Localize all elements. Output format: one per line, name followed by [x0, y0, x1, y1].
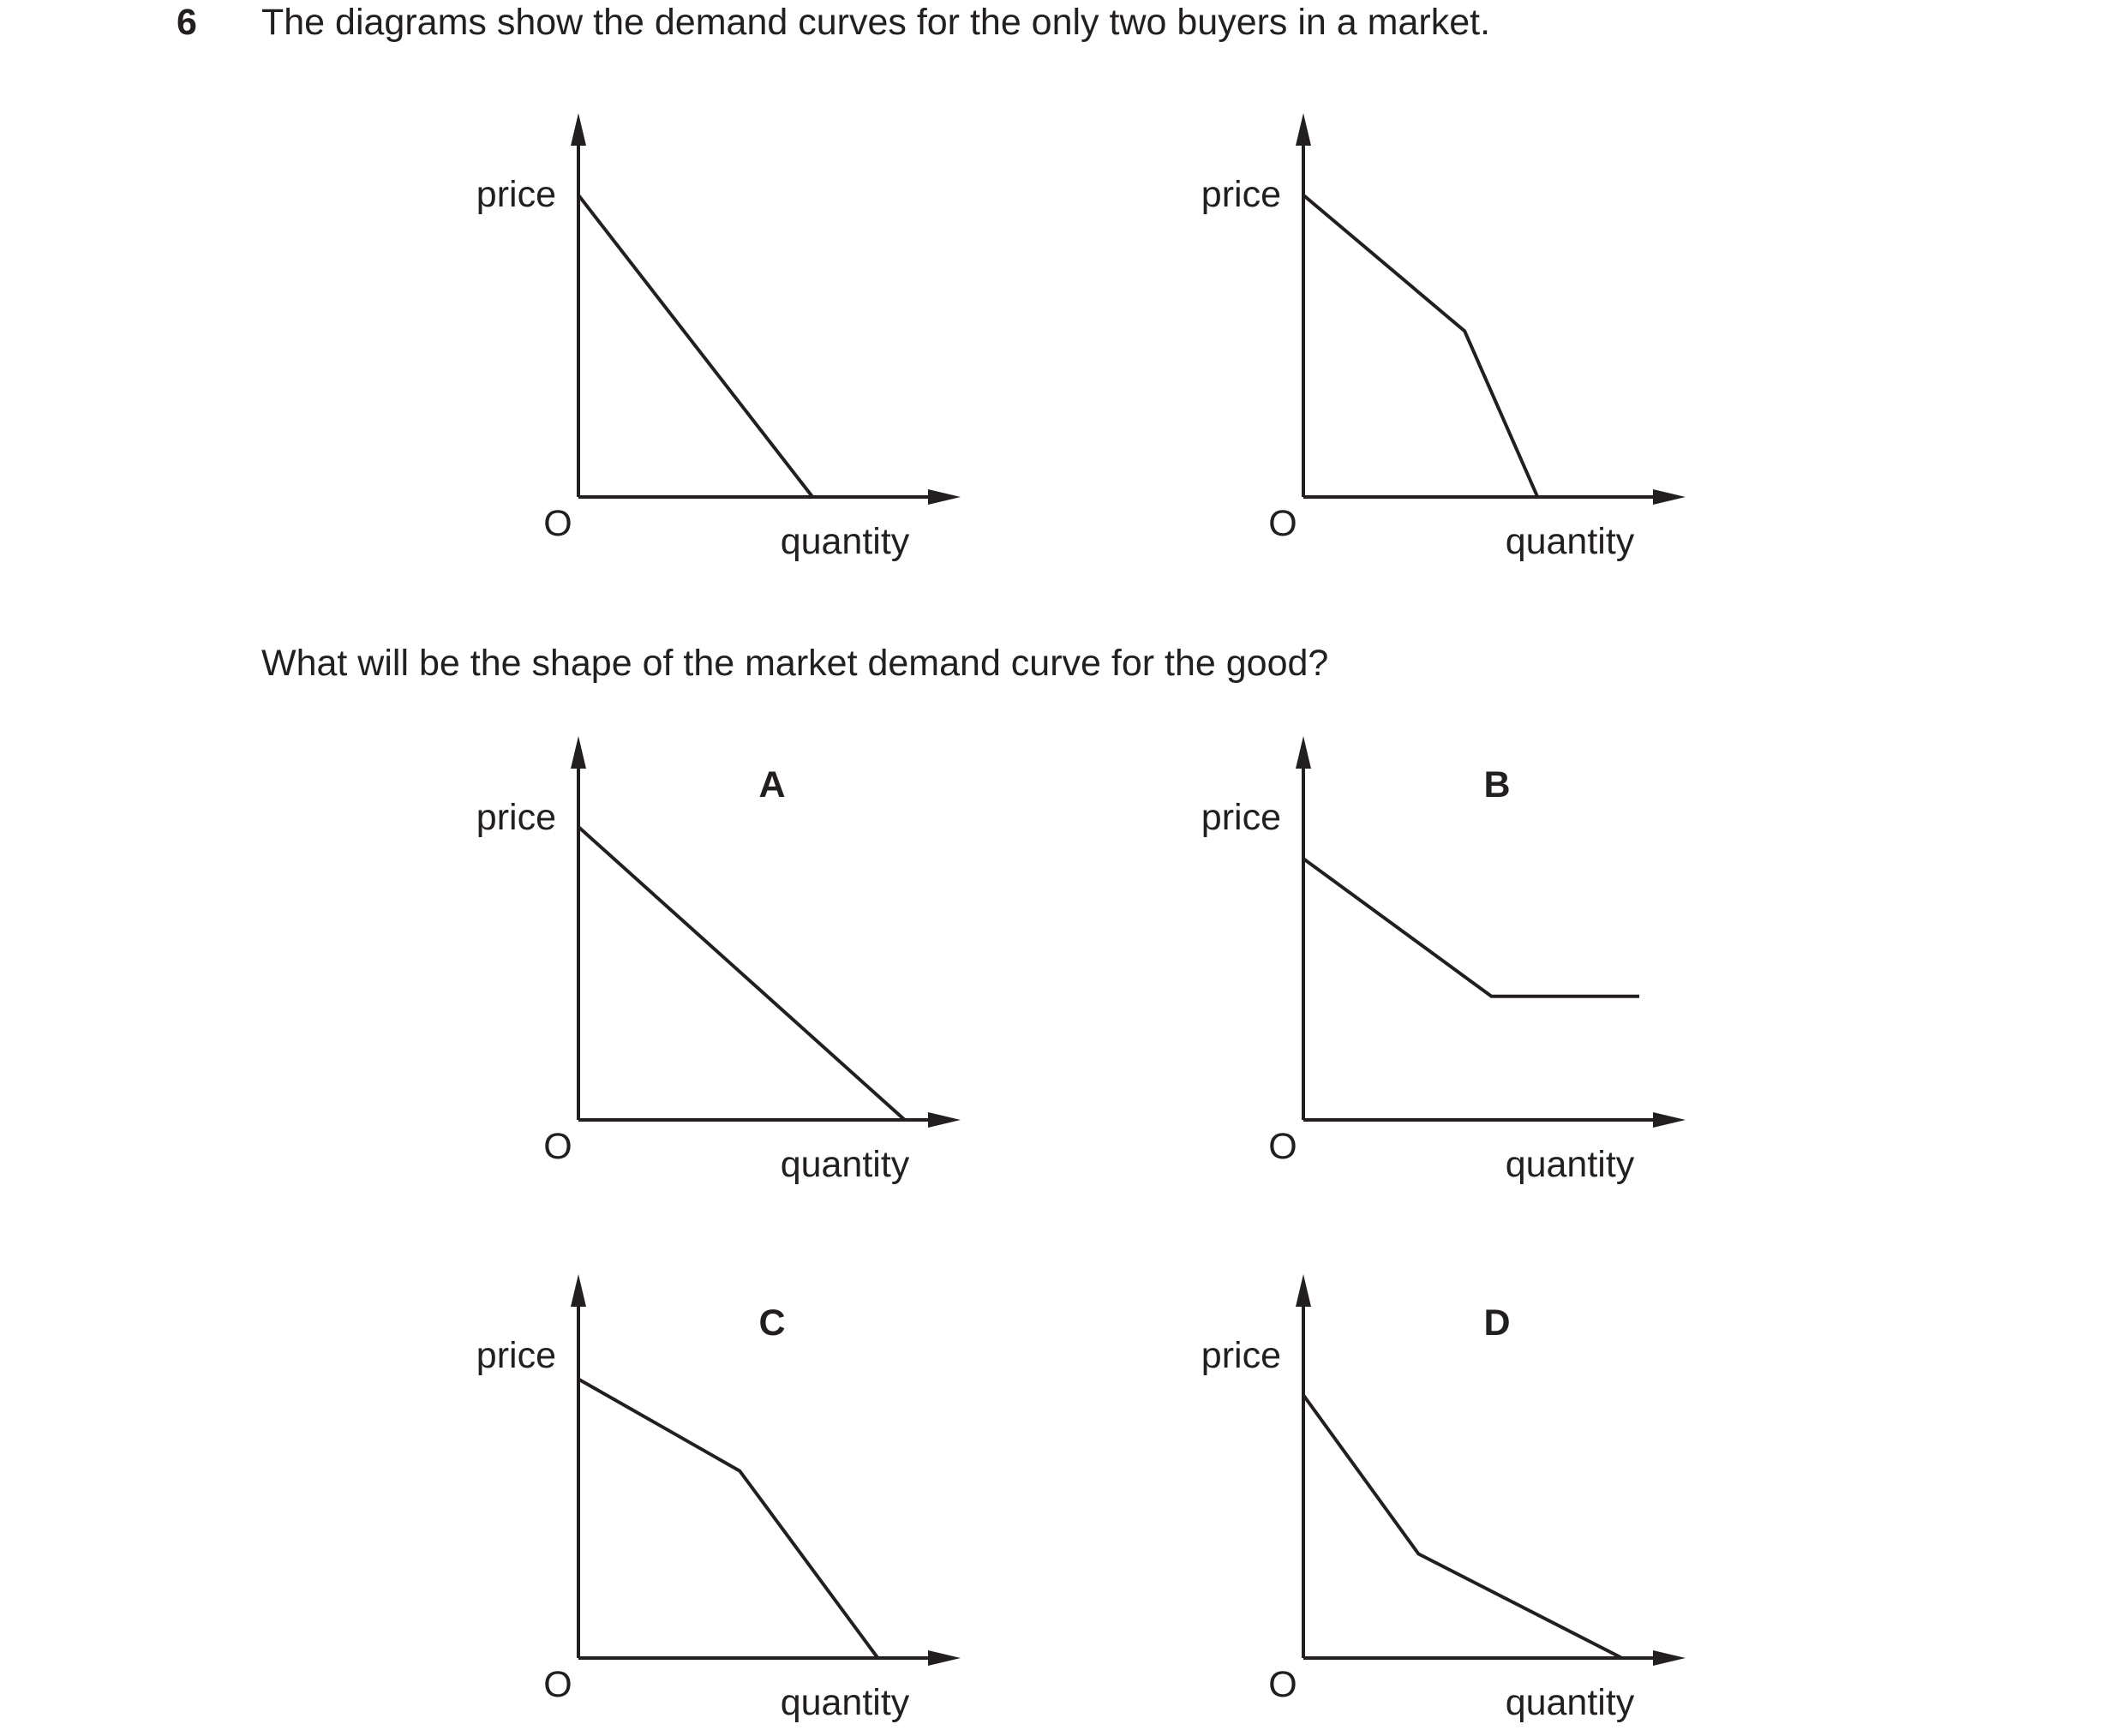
x-axis-label: quantity — [1505, 1144, 1635, 1185]
origin-label: O — [543, 503, 572, 544]
x-axis-label: quantity — [780, 1144, 910, 1185]
origin-label: O — [543, 1664, 572, 1705]
demand-curve — [578, 195, 812, 497]
x-axis-label: quantity — [780, 1682, 910, 1723]
demand-curve — [578, 827, 905, 1120]
y-axis-label: price — [1201, 1335, 1281, 1376]
y-axis-label: price — [476, 797, 556, 838]
option-letter-a: A — [758, 764, 786, 805]
diagram-option-b — [1201, 736, 1686, 1185]
diagram-option-c — [476, 1274, 961, 1723]
demand-curve — [1303, 859, 1639, 997]
x-axis-arrow-icon — [1653, 1650, 1686, 1666]
option-letter-d: D — [1483, 1302, 1511, 1344]
origin-label: O — [1268, 1126, 1297, 1167]
x-axis-arrow-icon — [928, 1112, 961, 1128]
option-letter-b: B — [1483, 764, 1511, 805]
x-axis-label: quantity — [1505, 521, 1635, 562]
y-axis-arrow-icon — [1296, 1274, 1311, 1307]
y-axis-label: price — [1201, 797, 1281, 838]
y-axis-label: price — [476, 174, 556, 215]
origin-label: O — [1268, 503, 1297, 544]
diagram-buyer-2 — [1201, 113, 1686, 562]
demand-curve — [1303, 195, 1537, 497]
diagram-option-d — [1201, 1274, 1686, 1723]
x-axis-arrow-icon — [928, 489, 961, 505]
question-prompt: What will be the shape of the market demand curve for the good? — [261, 643, 1329, 684]
x-axis-label: quantity — [780, 521, 910, 562]
x-axis-arrow-icon — [928, 1650, 961, 1666]
x-axis-arrow-icon — [1653, 1112, 1686, 1128]
diagram-buyer-1 — [476, 113, 961, 562]
question-stem: The diagrams show the demand curves for the only two buyers in a market. — [261, 2, 1491, 43]
diagram-option-a — [476, 736, 961, 1185]
demand-curve — [1303, 1395, 1622, 1658]
y-axis-arrow-icon — [571, 736, 586, 769]
x-axis-label: quantity — [1505, 1682, 1635, 1723]
y-axis-arrow-icon — [1296, 736, 1311, 769]
question-number: 6 — [177, 2, 197, 43]
y-axis-arrow-icon — [571, 113, 586, 146]
option-letter-c: C — [758, 1302, 786, 1344]
y-axis-arrow-icon — [571, 1274, 586, 1307]
y-axis-label: price — [476, 1335, 556, 1376]
y-axis-label: price — [1201, 174, 1281, 215]
y-axis-arrow-icon — [1296, 113, 1311, 146]
origin-label: O — [1268, 1664, 1297, 1705]
demand-curve — [578, 1380, 877, 1659]
origin-label: O — [543, 1126, 572, 1167]
x-axis-arrow-icon — [1653, 489, 1686, 505]
